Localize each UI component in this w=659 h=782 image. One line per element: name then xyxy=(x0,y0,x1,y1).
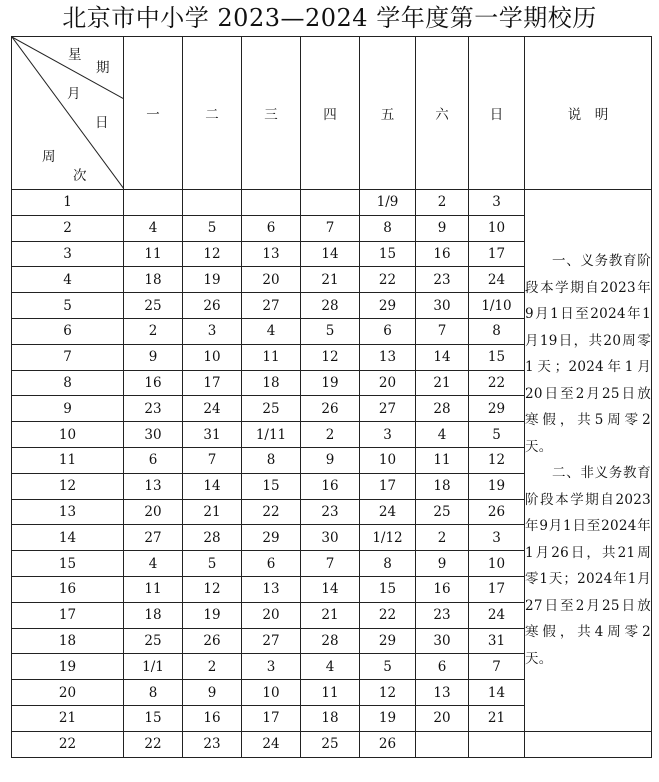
week-number-cell: 4 xyxy=(12,267,124,293)
date-cell-fri: 6 xyxy=(360,318,416,344)
date-cell-mon: 16 xyxy=(124,370,183,396)
date-cell-fri: 24 xyxy=(360,499,416,525)
date-cell-mon: 2 xyxy=(124,318,183,344)
date-cell-mon: 25 xyxy=(124,293,183,319)
date-cell-sun: 1/10 xyxy=(469,293,525,319)
date-cell-thu: 2 xyxy=(301,422,360,448)
date-cell-thu: 16 xyxy=(301,473,360,499)
date-cell-sun: 7 xyxy=(469,654,525,680)
empty-note-cell xyxy=(525,731,652,757)
note-header: 说 明 xyxy=(525,37,652,190)
date-cell-sat: 18 xyxy=(416,473,469,499)
date-cell-wed: 25 xyxy=(242,396,301,422)
date-cell-tue: 2 xyxy=(183,654,242,680)
date-cell-sun: 22 xyxy=(469,370,525,396)
corner-label-yue: 月 xyxy=(67,86,81,102)
date-cell-mon: 22 xyxy=(124,731,183,757)
date-cell-wed: 27 xyxy=(242,293,301,319)
week-number-cell: 20 xyxy=(12,680,124,706)
date-cell-thu xyxy=(301,190,360,216)
week-number-cell: 8 xyxy=(12,370,124,396)
date-cell-wed: 4 xyxy=(242,318,301,344)
date-cell-tue: 19 xyxy=(183,602,242,628)
date-cell-tue: 7 xyxy=(183,447,242,473)
date-cell-wed: 3 xyxy=(242,654,301,680)
date-cell-tue: 26 xyxy=(183,628,242,654)
date-cell-mon: 13 xyxy=(124,473,183,499)
date-cell-sun: 10 xyxy=(469,215,525,241)
date-cell-tue: 16 xyxy=(183,705,242,731)
weekday-header-thu: 四 xyxy=(301,37,360,190)
date-cell-fri: 22 xyxy=(360,267,416,293)
date-cell-thu: 7 xyxy=(301,215,360,241)
date-cell-sun: 3 xyxy=(469,525,525,551)
date-cell-sun: 19 xyxy=(469,473,525,499)
date-cell-thu: 12 xyxy=(301,344,360,370)
date-cell-fri: 3 xyxy=(360,422,416,448)
date-cell-thu: 18 xyxy=(301,705,360,731)
date-cell-sat: 21 xyxy=(416,370,469,396)
week-number-cell: 11 xyxy=(12,447,124,473)
date-cell-tue: 23 xyxy=(183,731,242,757)
date-cell-sat: 9 xyxy=(416,551,469,577)
date-cell-thu: 14 xyxy=(301,241,360,267)
date-cell-fri: 26 xyxy=(360,731,416,757)
date-cell-tue xyxy=(183,190,242,216)
date-cell-sat: 7 xyxy=(416,318,469,344)
date-cell-fri: 27 xyxy=(360,396,416,422)
date-cell-sat xyxy=(416,731,469,757)
date-cell-thu: 23 xyxy=(301,499,360,525)
date-cell-sat: 16 xyxy=(416,241,469,267)
corner-label-ci: 次 xyxy=(73,168,87,184)
date-cell-fri: 15 xyxy=(360,241,416,267)
date-cell-thu: 28 xyxy=(301,293,360,319)
date-cell-wed: 1/11 xyxy=(242,422,301,448)
week-number-cell: 16 xyxy=(12,576,124,602)
date-cell-tue: 17 xyxy=(183,370,242,396)
date-cell-sun: 5 xyxy=(469,422,525,448)
weekday-header-fri: 五 xyxy=(360,37,416,190)
note-paragraph: 一、义务教育阶段本学期自2023年9月1日至2024年1月19日，共20周零1天；2024年1月20日至2月25日放寒假，共5周零2天。 xyxy=(525,253,651,455)
date-cell-fri: 1/12 xyxy=(360,525,416,551)
date-cell-tue: 14 xyxy=(183,473,242,499)
date-cell-fri: 15 xyxy=(360,576,416,602)
date-cell-tue: 19 xyxy=(183,267,242,293)
date-cell-tue: 28 xyxy=(183,525,242,551)
date-cell-wed: 6 xyxy=(242,215,301,241)
weekday-header-sun: 日 xyxy=(469,37,525,190)
date-cell-mon: 27 xyxy=(124,525,183,551)
date-cell-wed: 20 xyxy=(242,267,301,293)
date-cell-sun: 29 xyxy=(469,396,525,422)
date-cell-sat: 30 xyxy=(416,293,469,319)
date-cell-thu: 9 xyxy=(301,447,360,473)
date-cell-fri: 1/9 xyxy=(360,190,416,216)
week-number-cell: 17 xyxy=(12,602,124,628)
week-number-cell: 19 xyxy=(12,654,124,680)
date-cell-sat: 23 xyxy=(416,267,469,293)
date-cell-mon: 9 xyxy=(124,344,183,370)
date-cell-sat: 2 xyxy=(416,190,469,216)
corner-label-ri: 日 xyxy=(95,115,109,131)
weekday-header-tue: 二 xyxy=(183,37,242,190)
date-cell-mon: 23 xyxy=(124,396,183,422)
date-cell-wed: 20 xyxy=(242,602,301,628)
week-number-cell: 18 xyxy=(12,628,124,654)
date-cell-wed: 11 xyxy=(242,344,301,370)
date-cell-mon: 25 xyxy=(124,628,183,654)
date-cell-mon: 18 xyxy=(124,602,183,628)
date-cell-sat: 30 xyxy=(416,628,469,654)
date-cell-mon: 4 xyxy=(124,551,183,577)
date-cell-tue: 12 xyxy=(183,241,242,267)
date-cell-sat: 23 xyxy=(416,602,469,628)
date-cell-mon xyxy=(124,190,183,216)
date-cell-thu: 14 xyxy=(301,576,360,602)
week-number-cell: 14 xyxy=(12,525,124,551)
week-number-cell: 3 xyxy=(12,241,124,267)
date-cell-sat: 4 xyxy=(416,422,469,448)
table-row xyxy=(12,190,652,216)
date-cell-thu: 26 xyxy=(301,396,360,422)
date-cell-fri: 19 xyxy=(360,705,416,731)
date-cell-sat: 28 xyxy=(416,396,469,422)
date-cell-sat: 9 xyxy=(416,215,469,241)
date-cell-tue: 5 xyxy=(183,551,242,577)
date-cell-fri: 10 xyxy=(360,447,416,473)
date-cell-tue: 26 xyxy=(183,293,242,319)
weekday-header-wed: 三 xyxy=(242,37,301,190)
date-cell-sun: 17 xyxy=(469,576,525,602)
date-cell-mon: 15 xyxy=(124,705,183,731)
date-cell-tue: 9 xyxy=(183,680,242,706)
date-cell-fri: 8 xyxy=(360,551,416,577)
date-cell-wed xyxy=(242,190,301,216)
week-number-cell: 9 xyxy=(12,396,124,422)
date-cell-thu: 11 xyxy=(301,680,360,706)
week-number-cell: 10 xyxy=(12,422,124,448)
date-cell-mon: 11 xyxy=(124,576,183,602)
date-cell-sun: 24 xyxy=(469,267,525,293)
date-cell-wed: 29 xyxy=(242,525,301,551)
week-number-cell: 2 xyxy=(12,215,124,241)
date-cell-thu: 4 xyxy=(301,654,360,680)
date-cell-wed: 10 xyxy=(242,680,301,706)
note-paragraph: 二、非义务教育阶段本学期自2023年9月1日至2024年1月26日，共21周零1天；2024年1月27日至2月25日放寒假，共4周零2天。 xyxy=(525,465,651,667)
date-cell-tue: 3 xyxy=(183,318,242,344)
date-cell-sat: 6 xyxy=(416,654,469,680)
week-number-cell: 7 xyxy=(12,344,124,370)
date-cell-sun: 8 xyxy=(469,318,525,344)
date-cell-sat: 25 xyxy=(416,499,469,525)
date-cell-mon: 18 xyxy=(124,267,183,293)
date-cell-tue: 10 xyxy=(183,344,242,370)
date-cell-sun: 3 xyxy=(469,190,525,216)
date-cell-mon: 8 xyxy=(124,680,183,706)
date-cell-wed: 13 xyxy=(242,576,301,602)
date-cell-mon: 6 xyxy=(124,447,183,473)
date-cell-sun: 21 xyxy=(469,705,525,731)
date-cell-tue: 24 xyxy=(183,396,242,422)
date-cell-wed: 27 xyxy=(242,628,301,654)
date-cell-wed: 6 xyxy=(242,551,301,577)
date-cell-fri: 20 xyxy=(360,370,416,396)
date-cell-mon: 11 xyxy=(124,241,183,267)
corner-label-zhou: 周 xyxy=(42,149,56,165)
date-cell-tue: 12 xyxy=(183,576,242,602)
week-number-cell: 6 xyxy=(12,318,124,344)
date-cell-sun: 31 xyxy=(469,628,525,654)
weekday-header-mon: 一 xyxy=(124,37,183,190)
date-cell-thu: 30 xyxy=(301,525,360,551)
date-cell-mon: 20 xyxy=(124,499,183,525)
school-calendar-table xyxy=(11,36,652,758)
date-cell-mon: 30 xyxy=(124,422,183,448)
date-cell-sat: 2 xyxy=(416,525,469,551)
date-cell-sun xyxy=(469,731,525,757)
week-number-cell: 21 xyxy=(12,705,124,731)
date-cell-sat: 14 xyxy=(416,344,469,370)
date-cell-thu: 7 xyxy=(301,551,360,577)
date-cell-sun: 12 xyxy=(469,447,525,473)
page-title: 北京市中小学 2023—2024 学年度第一学期校历 xyxy=(62,4,597,32)
week-number-cell: 1 xyxy=(12,190,124,216)
corner-label-qi: 期 xyxy=(96,60,110,76)
date-cell-fri: 22 xyxy=(360,602,416,628)
week-number-cell: 15 xyxy=(12,551,124,577)
date-cell-thu: 21 xyxy=(301,267,360,293)
calendar-body xyxy=(12,190,652,758)
date-cell-fri: 29 xyxy=(360,293,416,319)
date-cell-fri: 12 xyxy=(360,680,416,706)
date-cell-sun: 10 xyxy=(469,551,525,577)
weekday-header-sat: 六 xyxy=(416,37,469,190)
date-cell-wed: 15 xyxy=(242,473,301,499)
week-number-cell: 12 xyxy=(12,473,124,499)
date-cell-sat: 20 xyxy=(416,705,469,731)
date-cell-fri: 8 xyxy=(360,215,416,241)
date-cell-thu: 25 xyxy=(301,731,360,757)
date-cell-sun: 15 xyxy=(469,344,525,370)
date-cell-tue: 31 xyxy=(183,422,242,448)
date-cell-tue: 5 xyxy=(183,215,242,241)
date-cell-tue: 21 xyxy=(183,499,242,525)
date-cell-sun: 24 xyxy=(469,602,525,628)
table-row xyxy=(12,731,652,757)
date-cell-wed: 22 xyxy=(242,499,301,525)
date-cell-sun: 17 xyxy=(469,241,525,267)
corner-header-cell xyxy=(12,37,124,190)
date-cell-mon: 4 xyxy=(124,215,183,241)
date-cell-sun: 26 xyxy=(469,499,525,525)
date-cell-fri: 13 xyxy=(360,344,416,370)
date-cell-wed: 8 xyxy=(242,447,301,473)
date-cell-wed: 13 xyxy=(242,241,301,267)
date-cell-sun: 14 xyxy=(469,680,525,706)
week-number-cell: 5 xyxy=(12,293,124,319)
corner-label-xing: 星 xyxy=(68,47,82,63)
date-cell-wed: 24 xyxy=(242,731,301,757)
date-cell-sat: 11 xyxy=(416,447,469,473)
date-cell-thu: 21 xyxy=(301,602,360,628)
date-cell-sat: 13 xyxy=(416,680,469,706)
date-cell-sat: 16 xyxy=(416,576,469,602)
date-cell-fri: 17 xyxy=(360,473,416,499)
date-cell-wed: 17 xyxy=(242,705,301,731)
week-number-cell: 22 xyxy=(12,731,124,757)
date-cell-fri: 5 xyxy=(360,654,416,680)
date-cell-fri: 29 xyxy=(360,628,416,654)
date-cell-thu: 19 xyxy=(301,370,360,396)
date-cell-mon: 1/1 xyxy=(124,654,183,680)
week-number-cell: 13 xyxy=(12,499,124,525)
notes-cell xyxy=(525,190,652,732)
date-cell-thu: 5 xyxy=(301,318,360,344)
date-cell-wed: 18 xyxy=(242,370,301,396)
date-cell-thu: 28 xyxy=(301,628,360,654)
